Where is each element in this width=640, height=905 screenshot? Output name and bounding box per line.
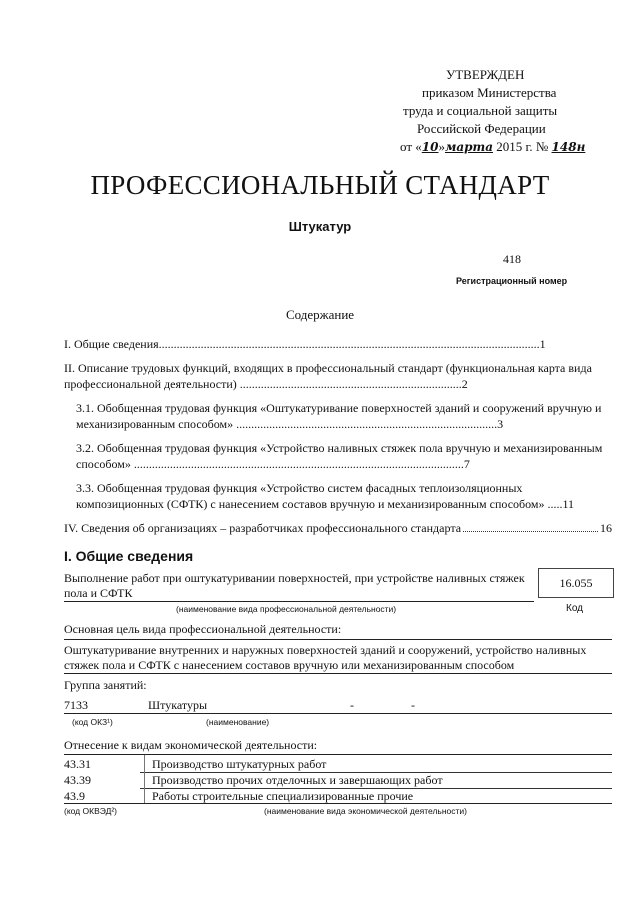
approval-block	[400, 66, 600, 156]
activity-underline	[64, 601, 534, 602]
divider	[64, 673, 612, 674]
toc-entry[interactable]: 3.2. Обобщенная трудовая функция «Устройство наливных стяжек пола вручную и механизированным способом» ..............................................................................................................7	[76, 441, 603, 471]
activity-name-caption: (наименование вида профессиональной деятельности)	[176, 604, 397, 614]
goal-text: Оштукатуривание внутренних и наружных поверхностей зданий и сооружений, устройство наливных стяжек пола и СФТК с нанесением составов вручную или механизированным способом	[64, 643, 587, 672]
order-number: 148н	[551, 140, 586, 154]
okved-code: 43.31	[64, 757, 91, 771]
date-mid: »	[438, 139, 445, 154]
document-title: ПРОФЕССИОНАЛЬНЫЙ СТАНДАРТ	[90, 170, 550, 200]
toc-page-number: 16	[600, 521, 612, 535]
toc-entry-text: IV. Сведения об организациях – разработчиках профессионального стандарта	[64, 521, 462, 535]
okved-name: Работы строительные специализированные прочие	[152, 789, 414, 803]
profession-title: Штукатур	[288, 219, 352, 234]
approval-line: приказом Министерства	[422, 85, 557, 100]
table-of-contents	[64, 336, 612, 544]
approval-date	[400, 138, 600, 156]
okz-empty-dash: -	[350, 698, 354, 712]
econ-label: Отнесение к видам экономической деятельности:	[64, 738, 318, 752]
toc-entry[interactable]: II. Описание трудовых функций, входящих в профессиональный стандарт (функциональная карта вида профессиональной деятельности) ..........................................................................2	[64, 361, 592, 391]
okz-code-caption: (код ОКЗ¹)	[72, 717, 113, 727]
toc-heading: Содержание	[285, 307, 355, 322]
activity-name: Выполнение работ при оштукатуривании поверхностей, при устройстве наливных стяжек пола и СФТК	[64, 571, 525, 600]
divider	[64, 639, 612, 640]
approval-line: Российской Федерации	[417, 121, 546, 136]
toc-entry[interactable]	[64, 520, 612, 536]
toc-leader	[463, 531, 598, 532]
approval-title: УТВЕРЖДЕН	[446, 67, 525, 82]
registration-number: 418	[503, 252, 521, 266]
divider	[64, 713, 612, 714]
toc-entry[interactable]: 3.3. Обобщенная трудовая функция «Устройство систем фасадных теплоизоляционных композиционных (СФТК) с нанесением составов вручную и механизированным способом» .....11	[76, 481, 575, 511]
divider	[64, 803, 612, 804]
date-prefix: от «	[400, 139, 422, 154]
column-divider	[144, 755, 145, 803]
goal-label: Основная цель вида профессиональной деятельности:	[64, 622, 342, 636]
registration-label: Регистрационный номер	[456, 276, 568, 286]
okved-name: Производство штукатурных работ	[152, 757, 327, 771]
group-label: Группа занятий:	[64, 678, 147, 692]
okz-empty-dash: -	[411, 698, 415, 712]
okved-name-caption: (наименование вида экономической деятельности)	[264, 806, 467, 816]
okved-code-caption: (код ОКВЭД²)	[64, 806, 117, 816]
approval-line: труда и социальной защиты	[403, 103, 558, 118]
toc-entry[interactable]: 3.1. Обобщенная трудовая функция «Оштукатуривание поверхностей зданий и сооружений вручную и механизированным способом» .......................................................................................3	[76, 401, 602, 431]
activity-code-box: 16.055	[538, 568, 614, 598]
divider	[64, 754, 612, 755]
toc-entry[interactable]: I. Общие сведения...............................................................................................................................1	[64, 337, 546, 351]
okved-code: 43.9	[64, 789, 85, 803]
code-caption: Код	[566, 603, 584, 614]
okved-code: 43.39	[64, 773, 91, 787]
okz-name: Штукатуры	[148, 698, 208, 712]
okz-name-caption: (наименование)	[206, 717, 270, 727]
okved-name: Производство прочих отделочных и завершающих работ	[152, 773, 443, 787]
date-day: 10	[421, 140, 439, 154]
okz-code: 7133	[64, 698, 88, 712]
date-year: 2015 г. №	[496, 139, 549, 154]
date-month: марта	[444, 140, 494, 154]
section-title: I. Общие сведения	[64, 548, 194, 564]
